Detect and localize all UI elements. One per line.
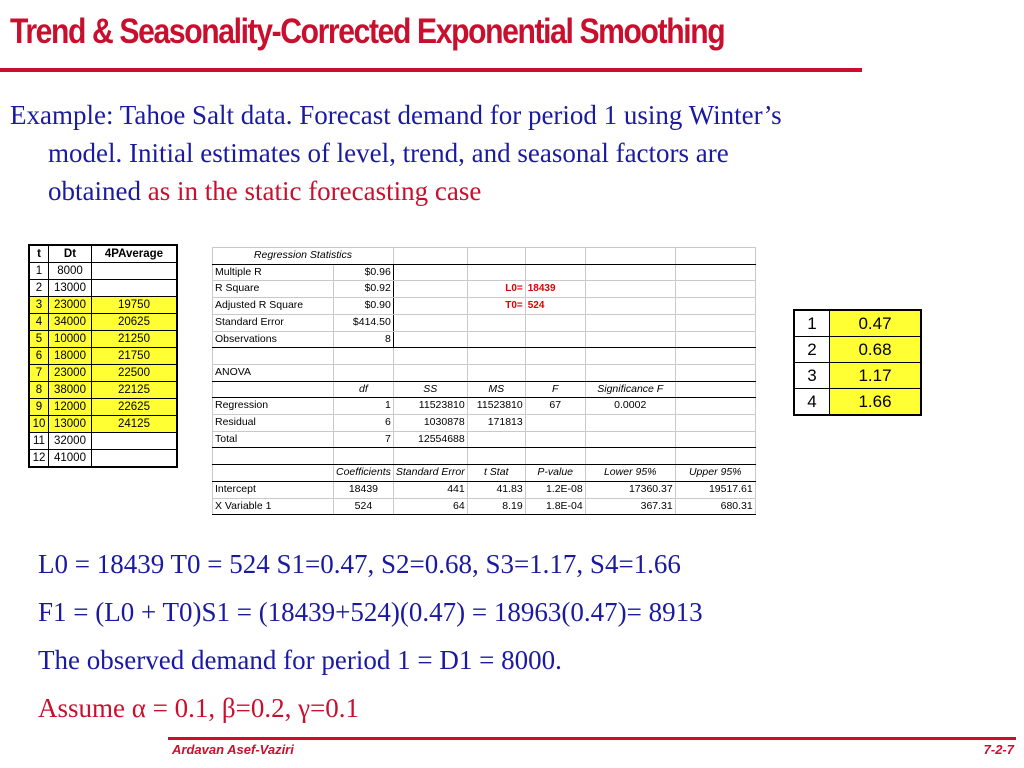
anova-row-label: Total (213, 431, 334, 448)
demand-cell: 32000 (49, 433, 92, 450)
demand-table-row (29, 450, 177, 468)
anova-cell: 7 (334, 431, 394, 448)
title-underline (0, 68, 862, 72)
coef-cell: 524 (334, 498, 394, 515)
seasonal-factor-row (794, 337, 921, 363)
coef-cell: 1.8E-04 (525, 498, 585, 515)
average-cell: 21250 (92, 331, 178, 348)
header-cell: 4PAverage (92, 245, 178, 263)
anova-row-label: Residual (213, 415, 334, 432)
anova-header: Significance F (585, 381, 675, 398)
demand-table-row (29, 433, 177, 450)
anova-cell: 12554688 (393, 431, 467, 448)
footer-author: Ardavan Asef-Vaziri (172, 742, 294, 757)
anova-cell: 11523810 (393, 398, 467, 415)
anova-header: F (525, 381, 585, 398)
stat-label: R Square (213, 281, 334, 298)
stat-value: 8 (334, 331, 394, 348)
anova-label: ANOVA (213, 364, 334, 381)
average-cell: 20625 (92, 314, 178, 331)
l0-label: L0= (467, 281, 525, 298)
average-cell (92, 433, 178, 450)
equation-initial-estimates: L0 = 18439 T0 = 524 S1=0.47, S2=0.68, S3=1.17, S4=1.66 (38, 549, 681, 579)
demand-table-row (29, 331, 177, 348)
demand-table-row (29, 280, 177, 297)
demand-table-row (29, 416, 177, 433)
stat-label: Standard Error (213, 314, 334, 331)
demand-cell: 18000 (49, 348, 92, 365)
period-cell: 11 (29, 433, 49, 450)
stat-value: $0.96 (334, 264, 394, 281)
intro-text (10, 96, 1010, 210)
demand-table-row (29, 399, 177, 416)
season-factor-value: 1.66 (830, 389, 922, 416)
header-cell: Dt (49, 245, 92, 263)
coef-header: Coefficients (334, 465, 394, 482)
l0-value: 18439 (525, 281, 585, 298)
equation-observed-demand: The observed demand for period 1 = D1 = 8000. (38, 645, 562, 675)
coef-header: P-value (525, 465, 585, 482)
average-cell: 22125 (92, 382, 178, 399)
average-cell: 22625 (92, 399, 178, 416)
regression-stats-header: Regression Statistics (213, 248, 394, 265)
footer-rule (168, 737, 1016, 740)
anova-cell: 1 (334, 398, 394, 415)
seasonal-factor-row (794, 363, 921, 389)
seasonal-factor-row (794, 389, 921, 416)
coef-cell: 64 (393, 498, 467, 515)
stat-label: Adjusted R Square (213, 298, 334, 315)
period-cell: 10 (29, 416, 49, 433)
demand-table (28, 244, 178, 468)
anova-header: df (334, 381, 394, 398)
demand-table-row (29, 297, 177, 314)
intro-line-2: model. Initial estimates of level, trend, and seasonal factors are (48, 138, 729, 168)
average-cell (92, 263, 178, 280)
average-cell (92, 280, 178, 297)
stat-label: Observations (213, 331, 334, 348)
season-factor-value: 1.17 (830, 363, 922, 389)
demand-table-row (29, 348, 177, 365)
anova-cell: 11523810 (467, 398, 525, 415)
coef-cell: 367.31 (585, 498, 675, 515)
average-cell: 24125 (92, 416, 178, 433)
intro-line-3-highlight: as in the static forecasting case (147, 176, 482, 206)
period-cell: 9 (29, 399, 49, 416)
coef-header: Upper 95% (675, 465, 755, 482)
slide-title: Trend & Seasonality-Corrected Exponential Smoothing (10, 12, 725, 51)
anova-cell: 67 (525, 398, 585, 415)
average-cell (92, 450, 178, 468)
coef-cell: 1.2E-08 (525, 481, 585, 498)
average-cell: 21750 (92, 348, 178, 365)
anova-cell: 6 (334, 415, 394, 432)
stat-value: $0.92 (334, 281, 394, 298)
equations (38, 540, 703, 732)
coef-cell: 17360.37 (585, 481, 675, 498)
header-cell: t (29, 245, 49, 263)
demand-cell: 23000 (49, 365, 92, 382)
anova-cell: 171813 (467, 415, 525, 432)
demand-cell: 23000 (49, 297, 92, 314)
coef-header: Lower 95% (585, 465, 675, 482)
intro-line-3-prefix: obtained (48, 176, 148, 206)
period-cell: 7 (29, 365, 49, 382)
coef-cell: 680.31 (675, 498, 755, 515)
anova-cell: 0.0002 (585, 398, 675, 415)
demand-cell: 10000 (49, 331, 92, 348)
regression-output-table (212, 247, 756, 515)
season-index: 1 (794, 310, 830, 337)
demand-table-row (29, 314, 177, 331)
period-cell: 2 (29, 280, 49, 297)
period-cell: 12 (29, 450, 49, 468)
demand-cell: 12000 (49, 399, 92, 416)
coef-cell: 18439 (334, 481, 394, 498)
intro-line-3 (10, 172, 1010, 210)
demand-cell: 8000 (49, 263, 92, 280)
period-cell: 4 (29, 314, 49, 331)
anova-header: SS (393, 381, 467, 398)
coef-cell: 441 (393, 481, 467, 498)
intro-line-1: Example: Tahoe Salt data. Forecast demand for period 1 using Winter’s (10, 100, 782, 130)
t0-label: T0= (467, 298, 525, 315)
equation-assumptions: Assume α = 0.1, β=0.2, γ=0.1 (38, 693, 359, 723)
season-index: 3 (794, 363, 830, 389)
period-cell: 5 (29, 331, 49, 348)
period-cell: 6 (29, 348, 49, 365)
anova-header: MS (467, 381, 525, 398)
demand-table-header (29, 245, 177, 263)
coef-cell: 41.83 (467, 481, 525, 498)
season-factor-value: 0.47 (830, 310, 922, 337)
coef-header: Standard Error (393, 465, 467, 482)
average-cell: 22500 (92, 365, 178, 382)
seasonal-factor-row (794, 310, 921, 337)
stat-value: $414.50 (334, 314, 394, 331)
anova-row-label: Regression (213, 398, 334, 415)
period-cell: 8 (29, 382, 49, 399)
season-index: 4 (794, 389, 830, 416)
equation-forecast: F1 = (L0 + T0)S1 = (18439+524)(0.47) = 18963(0.47)= 8913 (38, 597, 703, 627)
coef-header: t Stat (467, 465, 525, 482)
demand-cell: 41000 (49, 450, 92, 468)
coef-cell: 19517.61 (675, 481, 755, 498)
demand-table-row (29, 263, 177, 280)
season-factor-value: 0.68 (830, 337, 922, 363)
anova-cell: 1030878 (393, 415, 467, 432)
period-cell: 3 (29, 297, 49, 314)
footer-page-number: 7-2-7 (983, 742, 1014, 757)
season-index: 2 (794, 337, 830, 363)
t0-value: 524 (525, 298, 585, 315)
stat-value: $0.90 (334, 298, 394, 315)
demand-cell: 38000 (49, 382, 92, 399)
demand-cell: 34000 (49, 314, 92, 331)
demand-table-row (29, 382, 177, 399)
demand-cell: 13000 (49, 280, 92, 297)
coef-cell: 8.19 (467, 498, 525, 515)
coef-row-label: X Variable 1 (213, 498, 334, 515)
coef-row-label: Intercept (213, 481, 334, 498)
demand-cell: 13000 (49, 416, 92, 433)
seasonal-factors-table (793, 309, 922, 416)
demand-table-row (29, 365, 177, 382)
period-cell: 1 (29, 263, 49, 280)
stat-label: Multiple R (213, 264, 334, 281)
average-cell: 19750 (92, 297, 178, 314)
